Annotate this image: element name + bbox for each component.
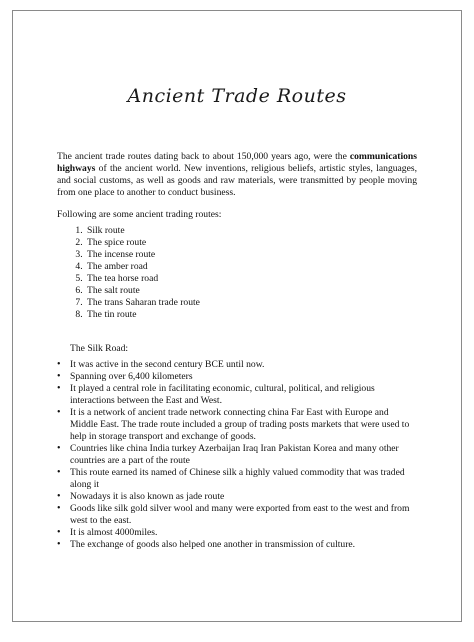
list-item: • It played a central role in facilitating economic, cultural, political, and religious interactions between the East and West. (70, 383, 417, 407)
list-item: 4. The amber road (85, 261, 417, 273)
list-item: • It was active in the second century BCE until now. (70, 359, 417, 371)
list-item: 8. The tin route (85, 309, 417, 321)
list-item: • It is almost 4000miles. (70, 527, 417, 539)
list-item: 3. The incense route (85, 249, 417, 261)
list-item: • The exchange of goods also helped one another in transmission of culture. (70, 539, 417, 551)
list-item: • This route earned its named of Chinese silk a highly valued commodity that was traded along it (70, 467, 417, 491)
intro-paragraph (57, 151, 417, 199)
document-page (12, 10, 462, 622)
document-body (57, 151, 417, 551)
list-item: 6. The salt route (85, 285, 417, 297)
intro-text-end: of the ancient world. New inventions, religious beliefs, artistic styles, languages, and social customs, as well as goods and raw materials, were transmitted by people moving from one place to another to conduct business. (57, 163, 417, 198)
document-title: Ancient Trade Routes (127, 85, 347, 107)
list-item: • Goods like silk gold silver wool and many were exported from east to the west and from west to the east. (70, 503, 417, 527)
silk-road-heading: The Silk Road: (70, 343, 129, 354)
list-item: 7. The trans Saharan trade route (85, 297, 417, 309)
list-item: 5. The tea horse road (85, 273, 417, 285)
intro-bold-phrase: communications highways (57, 151, 417, 174)
list-item: 1. Silk route (85, 225, 417, 237)
routes-lead: Following are some ancient trading routes: (57, 209, 222, 220)
list-item: • Nowadays it is also known as jade route (70, 491, 417, 503)
list-item: • Spanning over 6,400 kilometers (70, 371, 417, 383)
list-item: • Countries like china India turkey Azerbaijan Iraq Iran Pakistan Korea and many other countries are a part of the route (70, 443, 417, 467)
silk-road-facts (57, 359, 417, 551)
routes-list (57, 225, 417, 321)
list-item: 2. The spice route (85, 237, 417, 249)
intro-text-start: The ancient trade routes dating back to about 150,000 years ago, were the (57, 151, 350, 162)
list-item: • It is a network of ancient trade network connecting china Far East with Europe and Middle East. The trade route included a group of trading posts markets that were used to help in storage transport and exchange of goods. (70, 407, 417, 443)
